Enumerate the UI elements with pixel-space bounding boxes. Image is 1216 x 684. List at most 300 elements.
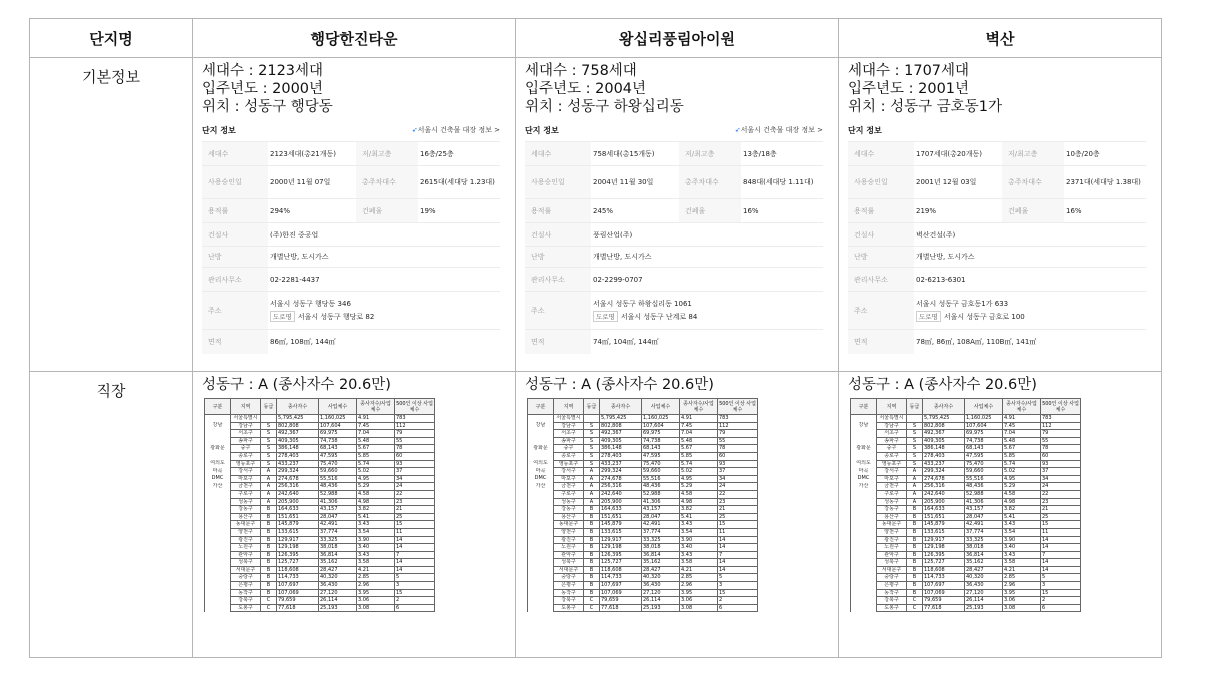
employment-col-header: 종사자수 [277, 399, 319, 415]
employment-row [205, 422, 435, 430]
basic-info-row [30, 58, 1162, 372]
employment-cell [851, 490, 877, 498]
area-label: 면적 [525, 330, 591, 354]
employment-cell: 3.58 [357, 559, 395, 567]
employment-cell: 33,325 [642, 536, 680, 544]
employment-cell: 59,660 [965, 468, 1003, 476]
employment-cell: 38,018 [965, 544, 1003, 552]
builder: 벽산건설(주) [914, 223, 1146, 247]
employment-cell [851, 566, 877, 574]
employment-cell: 금천구 [877, 483, 907, 491]
employment-cell: 가산 [528, 483, 554, 491]
employment-cell: 68,143 [642, 445, 680, 453]
employment-cell: A [907, 475, 923, 483]
employment-cell: B [261, 521, 277, 529]
employment-cell: 242,640 [277, 490, 319, 498]
employment-cell: 40,320 [642, 574, 680, 582]
employment-cell: 75,470 [642, 460, 680, 468]
building-register-link[interactable] [412, 125, 500, 135]
employment-cell: 영등포구 [554, 460, 584, 468]
info-row [525, 166, 823, 199]
employment-col-header: 500인 이상 사업체수 [719, 400, 756, 413]
employment-cell: A [261, 483, 277, 491]
employment-cell: 15 [1041, 521, 1081, 529]
address-label: 주소 [202, 292, 268, 330]
employment-cell: 274,678 [923, 475, 965, 483]
employment-cell: 5,795,425 [600, 415, 642, 423]
households: 1707세대(총20개동) [914, 142, 1002, 166]
heating-label: 난방 [202, 247, 268, 268]
employment-cell: 여의도 [851, 460, 877, 468]
employment-col-header: 종사자수/사업체수 [680, 399, 718, 415]
employment-cell: 7 [1041, 551, 1081, 559]
employment-cell: 205,900 [277, 498, 319, 506]
employment-cell: 송파구 [554, 437, 584, 445]
employment-cell: 26,114 [319, 597, 357, 605]
employment-cell: 관악구 [231, 551, 261, 559]
employment-row [528, 468, 758, 476]
employment-cell: B [907, 544, 923, 552]
employment-cell: 5.67 [1003, 445, 1041, 453]
employment-cell: 1,160,025 [642, 415, 680, 423]
employment-cell: 7.04 [357, 430, 395, 438]
employment-cell: B [584, 589, 600, 597]
floors-label: 저/최고층 [356, 142, 418, 166]
info-row [525, 268, 823, 292]
employment-cell: 은평구 [231, 582, 261, 590]
employment-row [528, 528, 758, 536]
parking-label: 총주차대수 [679, 166, 741, 199]
employment-cell: 중구 [554, 445, 584, 453]
far-label: 용적률 [848, 199, 914, 223]
job-cell-3 [839, 372, 1162, 658]
employment-cell: 36,814 [965, 551, 1003, 559]
employment-cell: 93 [718, 460, 758, 468]
employment-cell: DMC [205, 475, 231, 483]
employment-row [528, 460, 758, 468]
employment-cell: 성동구 [554, 498, 584, 506]
employment-row [851, 536, 1081, 544]
employment-cell: A [907, 498, 923, 506]
employment-cell: 25,193 [965, 604, 1003, 612]
employment-cell: 5 [1041, 574, 1081, 582]
employment-cell: 14 [718, 566, 758, 574]
employment-row [528, 551, 758, 559]
info-row [848, 142, 1146, 166]
employment-col-header: 종사자수 [600, 399, 642, 415]
employment-cell: 4.98 [1003, 498, 1041, 506]
road-address-line [593, 311, 821, 322]
employment-cell: 5.67 [680, 445, 718, 453]
employment-cell: 242,640 [600, 490, 642, 498]
employment-col-header: 사업체수 [319, 399, 357, 415]
employment-cell: 74,738 [965, 437, 1003, 445]
employment-row [851, 498, 1081, 506]
card-header [202, 122, 500, 138]
employment-cell: 75,470 [319, 460, 357, 468]
job-summary: 성동구 : A (종사자수 20.6만) [848, 377, 1037, 393]
summary-line: 입주년도 : 2004년 [525, 81, 647, 97]
info-row [848, 223, 1146, 247]
road-name-tag: 도로명 [916, 311, 941, 322]
parking: 2615대(세대당 1.23대) [418, 166, 500, 199]
employment-cell: 마포구 [554, 475, 584, 483]
employment-cell [528, 452, 554, 460]
employment-cell: 118,608 [600, 566, 642, 574]
job-label: 직장 [30, 372, 193, 658]
employment-cell: 492,367 [277, 430, 319, 438]
employment-cell: 3.90 [357, 536, 395, 544]
employment-cell: B [584, 582, 600, 590]
building-register-link[interactable] [735, 125, 823, 135]
employment-cell [528, 528, 554, 536]
employment-cell: 25,193 [642, 604, 680, 612]
employment-cell: 802,808 [277, 422, 319, 430]
employment-header-row [528, 399, 758, 415]
employment-cell: 6 [1041, 604, 1081, 612]
info-row [202, 292, 500, 330]
employment-cell: B [584, 544, 600, 552]
employment-cell: 36,814 [642, 551, 680, 559]
area-label: 면적 [202, 330, 268, 354]
employment-row [205, 460, 435, 468]
employment-cell [261, 415, 277, 423]
employment-cell: 14 [395, 566, 435, 574]
employment-cell: 노원구 [877, 544, 907, 552]
employment-cell: 107,604 [319, 422, 357, 430]
employment-cell: 4.91 [680, 415, 718, 423]
employment-row [528, 521, 758, 529]
employment-cell: B [261, 544, 277, 552]
employment-cell: 3.06 [1003, 597, 1041, 605]
employment-cell: 금천구 [554, 483, 584, 491]
employment-cell: 2 [1041, 597, 1081, 605]
employment-cell [851, 513, 877, 521]
employment-cell: 강남 [205, 422, 231, 430]
road-address-line [270, 311, 498, 322]
employment-col-header: 종사자수 [923, 399, 965, 415]
employment-cell: 가산 [205, 483, 231, 491]
employment-cell: 구로구 [877, 490, 907, 498]
employment-cell: 27,120 [965, 589, 1003, 597]
address-label: 주소 [525, 292, 591, 330]
employment-cell: 34 [718, 475, 758, 483]
employment-cell: 68,143 [319, 445, 357, 453]
employment-cell: 7 [718, 551, 758, 559]
employment-cell: 38,018 [319, 544, 357, 552]
employment-cell [528, 430, 554, 438]
employment-row [851, 582, 1081, 590]
employment-cell: 광화문 [851, 445, 877, 453]
employment-cell: B [261, 566, 277, 574]
employment-cell [851, 536, 877, 544]
info-row [525, 330, 823, 354]
employment-cell: 107,069 [277, 589, 319, 597]
employment-cell: S [261, 437, 277, 445]
employment-cell: 112 [395, 422, 435, 430]
employment-cell: 강북구 [231, 597, 261, 605]
employment-cell: 41,306 [642, 498, 680, 506]
employment-cell: 3.82 [1003, 506, 1041, 514]
employment-cell: 3 [1041, 582, 1081, 590]
info-row [202, 199, 500, 223]
employment-cell [851, 415, 877, 423]
employment-cell: C [907, 597, 923, 605]
office-label: 관리사무소 [202, 268, 268, 292]
employment-row [205, 506, 435, 514]
employment-cell: 4.58 [1003, 490, 1041, 498]
employment-cell: 274,678 [600, 475, 642, 483]
employment-row [205, 437, 435, 445]
employment-cell: 강동구 [231, 506, 261, 514]
employment-cell: 23 [395, 498, 435, 506]
employment-row [205, 551, 435, 559]
employment-cell [851, 452, 877, 460]
employment-cell: 55,516 [642, 475, 680, 483]
employment-cell [851, 604, 877, 612]
employment-cell: 37 [395, 468, 435, 476]
info-row [848, 247, 1146, 268]
employment-cell [528, 506, 554, 514]
employment-cell: 3.95 [680, 589, 718, 597]
employment-row [851, 559, 1081, 567]
employment-cell [528, 415, 554, 423]
area-label: 면적 [848, 330, 914, 354]
employment-row [205, 544, 435, 552]
employment-cell: A [584, 498, 600, 506]
bcr-label: 건폐율 [356, 199, 418, 223]
employment-cell: 동작구 [554, 589, 584, 597]
employment-cell: 23 [1041, 498, 1081, 506]
employment-cell: 송파구 [877, 437, 907, 445]
employment-cell: 43,157 [319, 506, 357, 514]
employment-cell: 마곡 [528, 468, 554, 476]
address-value [914, 292, 1146, 330]
employment-cell: 3.06 [357, 597, 395, 605]
employment-cell: 52,988 [319, 490, 357, 498]
heating-label: 난방 [525, 247, 591, 268]
basic-info-cell-1 [193, 58, 516, 372]
employment-cell: 35,162 [319, 559, 357, 567]
employment-cell: 강서구 [231, 468, 261, 476]
employment-cell: 3.40 [680, 544, 718, 552]
employment-cell: 3.95 [1003, 589, 1041, 597]
employment-cell: 3.95 [357, 589, 395, 597]
employment-cell: 55 [1041, 437, 1081, 445]
employment-row [851, 597, 1081, 605]
employment-cell: 28,047 [965, 513, 1003, 521]
bcr: 16% [1064, 199, 1146, 223]
arrow-icon: ➶ [734, 126, 741, 134]
employment-col-header: 등급 [261, 399, 277, 415]
employment-cell: 24 [1041, 483, 1081, 491]
employment-cell: 36,430 [319, 582, 357, 590]
road-address: 서울시 성동구 행당로 82 [297, 313, 375, 321]
employment-cell: 3.58 [1003, 559, 1041, 567]
employment-cell: 강남 [851, 422, 877, 430]
employment-cell: 783 [1041, 415, 1081, 423]
employment-row [528, 490, 758, 498]
employment-cell: 151,651 [923, 513, 965, 521]
employment-cell: 3.43 [357, 551, 395, 559]
employment-cell: 28,047 [319, 513, 357, 521]
info-row [848, 330, 1146, 354]
info-row [525, 142, 823, 166]
employment-row [205, 521, 435, 529]
employment-cell: 48,436 [642, 483, 680, 491]
employment-cell: 15 [718, 589, 758, 597]
employment-cell: 79 [718, 430, 758, 438]
employment-row [205, 490, 435, 498]
apt-name-3: 벽산 [839, 19, 1162, 58]
employment-cell: 386,148 [923, 445, 965, 453]
employment-cell: 4.58 [357, 490, 395, 498]
employment-cell: 60 [395, 452, 435, 460]
apt-name-1: 행당한진타운 [193, 19, 516, 58]
employment-col-header: 지역 [231, 399, 261, 415]
employment-cell: 129,198 [277, 544, 319, 552]
employment-cell: 서초구 [554, 430, 584, 438]
employment-cell [205, 521, 231, 529]
employment-row [205, 430, 435, 438]
employment-cell: 114,733 [600, 574, 642, 582]
building-register-link-label: 서울시 건축물 대장 정보 > [740, 126, 823, 134]
info-row [525, 223, 823, 247]
employment-cell: 52,988 [965, 490, 1003, 498]
employment-cell: 36,430 [965, 582, 1003, 590]
complex-info-card [202, 122, 500, 354]
employment-cell: 3.08 [357, 604, 395, 612]
employment-cell [205, 415, 231, 423]
employment-cell: B [584, 521, 600, 529]
employment-cell [851, 437, 877, 445]
employment-cell: 145,879 [923, 521, 965, 529]
info-table [848, 141, 1146, 354]
employment-cell: 2 [718, 597, 758, 605]
employment-cell: 강남구 [877, 422, 907, 430]
employment-cell: 3.82 [680, 506, 718, 514]
households-label: 세대수 [848, 142, 914, 166]
far: 219% [914, 199, 1002, 223]
comparison-table [29, 18, 1162, 658]
parking-label: 총주차대수 [1002, 166, 1064, 199]
employment-cell: 3 [395, 582, 435, 590]
employment-cell [205, 528, 231, 536]
address-label: 주소 [848, 292, 914, 330]
employment-cell: 성동구 [231, 498, 261, 506]
employment-cell: 164,633 [277, 506, 319, 514]
employment-cell: 2.85 [680, 574, 718, 582]
heating: 개별난방, 도시가스 [914, 247, 1146, 268]
employment-cell: 69,975 [319, 430, 357, 438]
employment-cell [205, 544, 231, 552]
approval: 2000년 11월 07일 [268, 166, 356, 199]
employment-cell: B [907, 521, 923, 529]
employment-cell: 서초구 [231, 430, 261, 438]
employment-cell: 양천구 [231, 528, 261, 536]
employment-cell: S [907, 430, 923, 438]
employment-cell: 38,018 [642, 544, 680, 552]
employment-cell [528, 513, 554, 521]
employment-cell: 78 [395, 445, 435, 453]
employment-cell: B [907, 589, 923, 597]
employment-cell: 299,324 [923, 468, 965, 476]
info-table [525, 141, 823, 354]
employment-cell: 송파구 [231, 437, 261, 445]
parking: 2371대(세대당 1.38대) [1064, 166, 1146, 199]
bcr: 19% [418, 199, 500, 223]
employment-cell: 6 [718, 604, 758, 612]
employment-cell: 5.41 [680, 513, 718, 521]
employment-cell: 133,615 [600, 528, 642, 536]
employment-row [528, 574, 758, 582]
employment-cell: 가산 [851, 483, 877, 491]
employment-cell: 129,917 [600, 536, 642, 544]
employment-cell: 48,436 [965, 483, 1003, 491]
employment-cell [528, 559, 554, 567]
employment-cell: 68,143 [965, 445, 1003, 453]
employment-row [528, 506, 758, 514]
employment-cell: 125,727 [600, 559, 642, 567]
employment-cell: 59,660 [319, 468, 357, 476]
employment-cell: S [584, 430, 600, 438]
employment-cell: 60 [718, 452, 758, 460]
employment-cell: 성동구 [877, 498, 907, 506]
employment-cell: B [261, 528, 277, 536]
employment-cell: 409,305 [600, 437, 642, 445]
employment-row [851, 422, 1081, 430]
floors-label: 저/최고층 [679, 142, 741, 166]
employment-cell: 21 [395, 506, 435, 514]
employment-cell: 11 [1041, 528, 1081, 536]
employment-cell: 26,114 [965, 597, 1003, 605]
employment-row [851, 521, 1081, 529]
employment-header-row [851, 399, 1081, 415]
employment-row [851, 490, 1081, 498]
employment-cell: A [261, 498, 277, 506]
employment-cell: S [584, 437, 600, 445]
employment-cell [584, 415, 600, 423]
employment-cell: 5.02 [1003, 468, 1041, 476]
employment-cell [528, 597, 554, 605]
employment-cell: 3.43 [1003, 521, 1041, 529]
employment-cell: 5,795,425 [923, 415, 965, 423]
employment-row [528, 452, 758, 460]
employment-cell [851, 498, 877, 506]
employment-cell: 2 [395, 597, 435, 605]
employment-cell: 4.95 [680, 475, 718, 483]
employment-cell: 34 [395, 475, 435, 483]
road-address: 서울시 성동구 난계로 84 [620, 313, 698, 321]
employment-cell: 25 [1041, 513, 1081, 521]
employment-cell: 74,738 [642, 437, 680, 445]
employment-cell: 129,198 [600, 544, 642, 552]
employment-row [851, 475, 1081, 483]
employment-row [851, 415, 1081, 423]
employment-col-header: 등급 [907, 399, 923, 415]
employment-row [851, 460, 1081, 468]
employment-cell: 서울특별시 [554, 415, 584, 423]
households-label: 세대수 [202, 142, 268, 166]
employment-cell: 25,193 [319, 604, 357, 612]
employment-cell: 69,975 [965, 430, 1003, 438]
office: 02-6213-6301 [914, 268, 1146, 292]
approval-label: 사용승인일 [202, 166, 268, 199]
employment-cell: 성북구 [877, 559, 907, 567]
employment-cell: A [584, 483, 600, 491]
summary-line: 위치 : 성동구 행당동 [202, 99, 333, 115]
employment-row [528, 513, 758, 521]
